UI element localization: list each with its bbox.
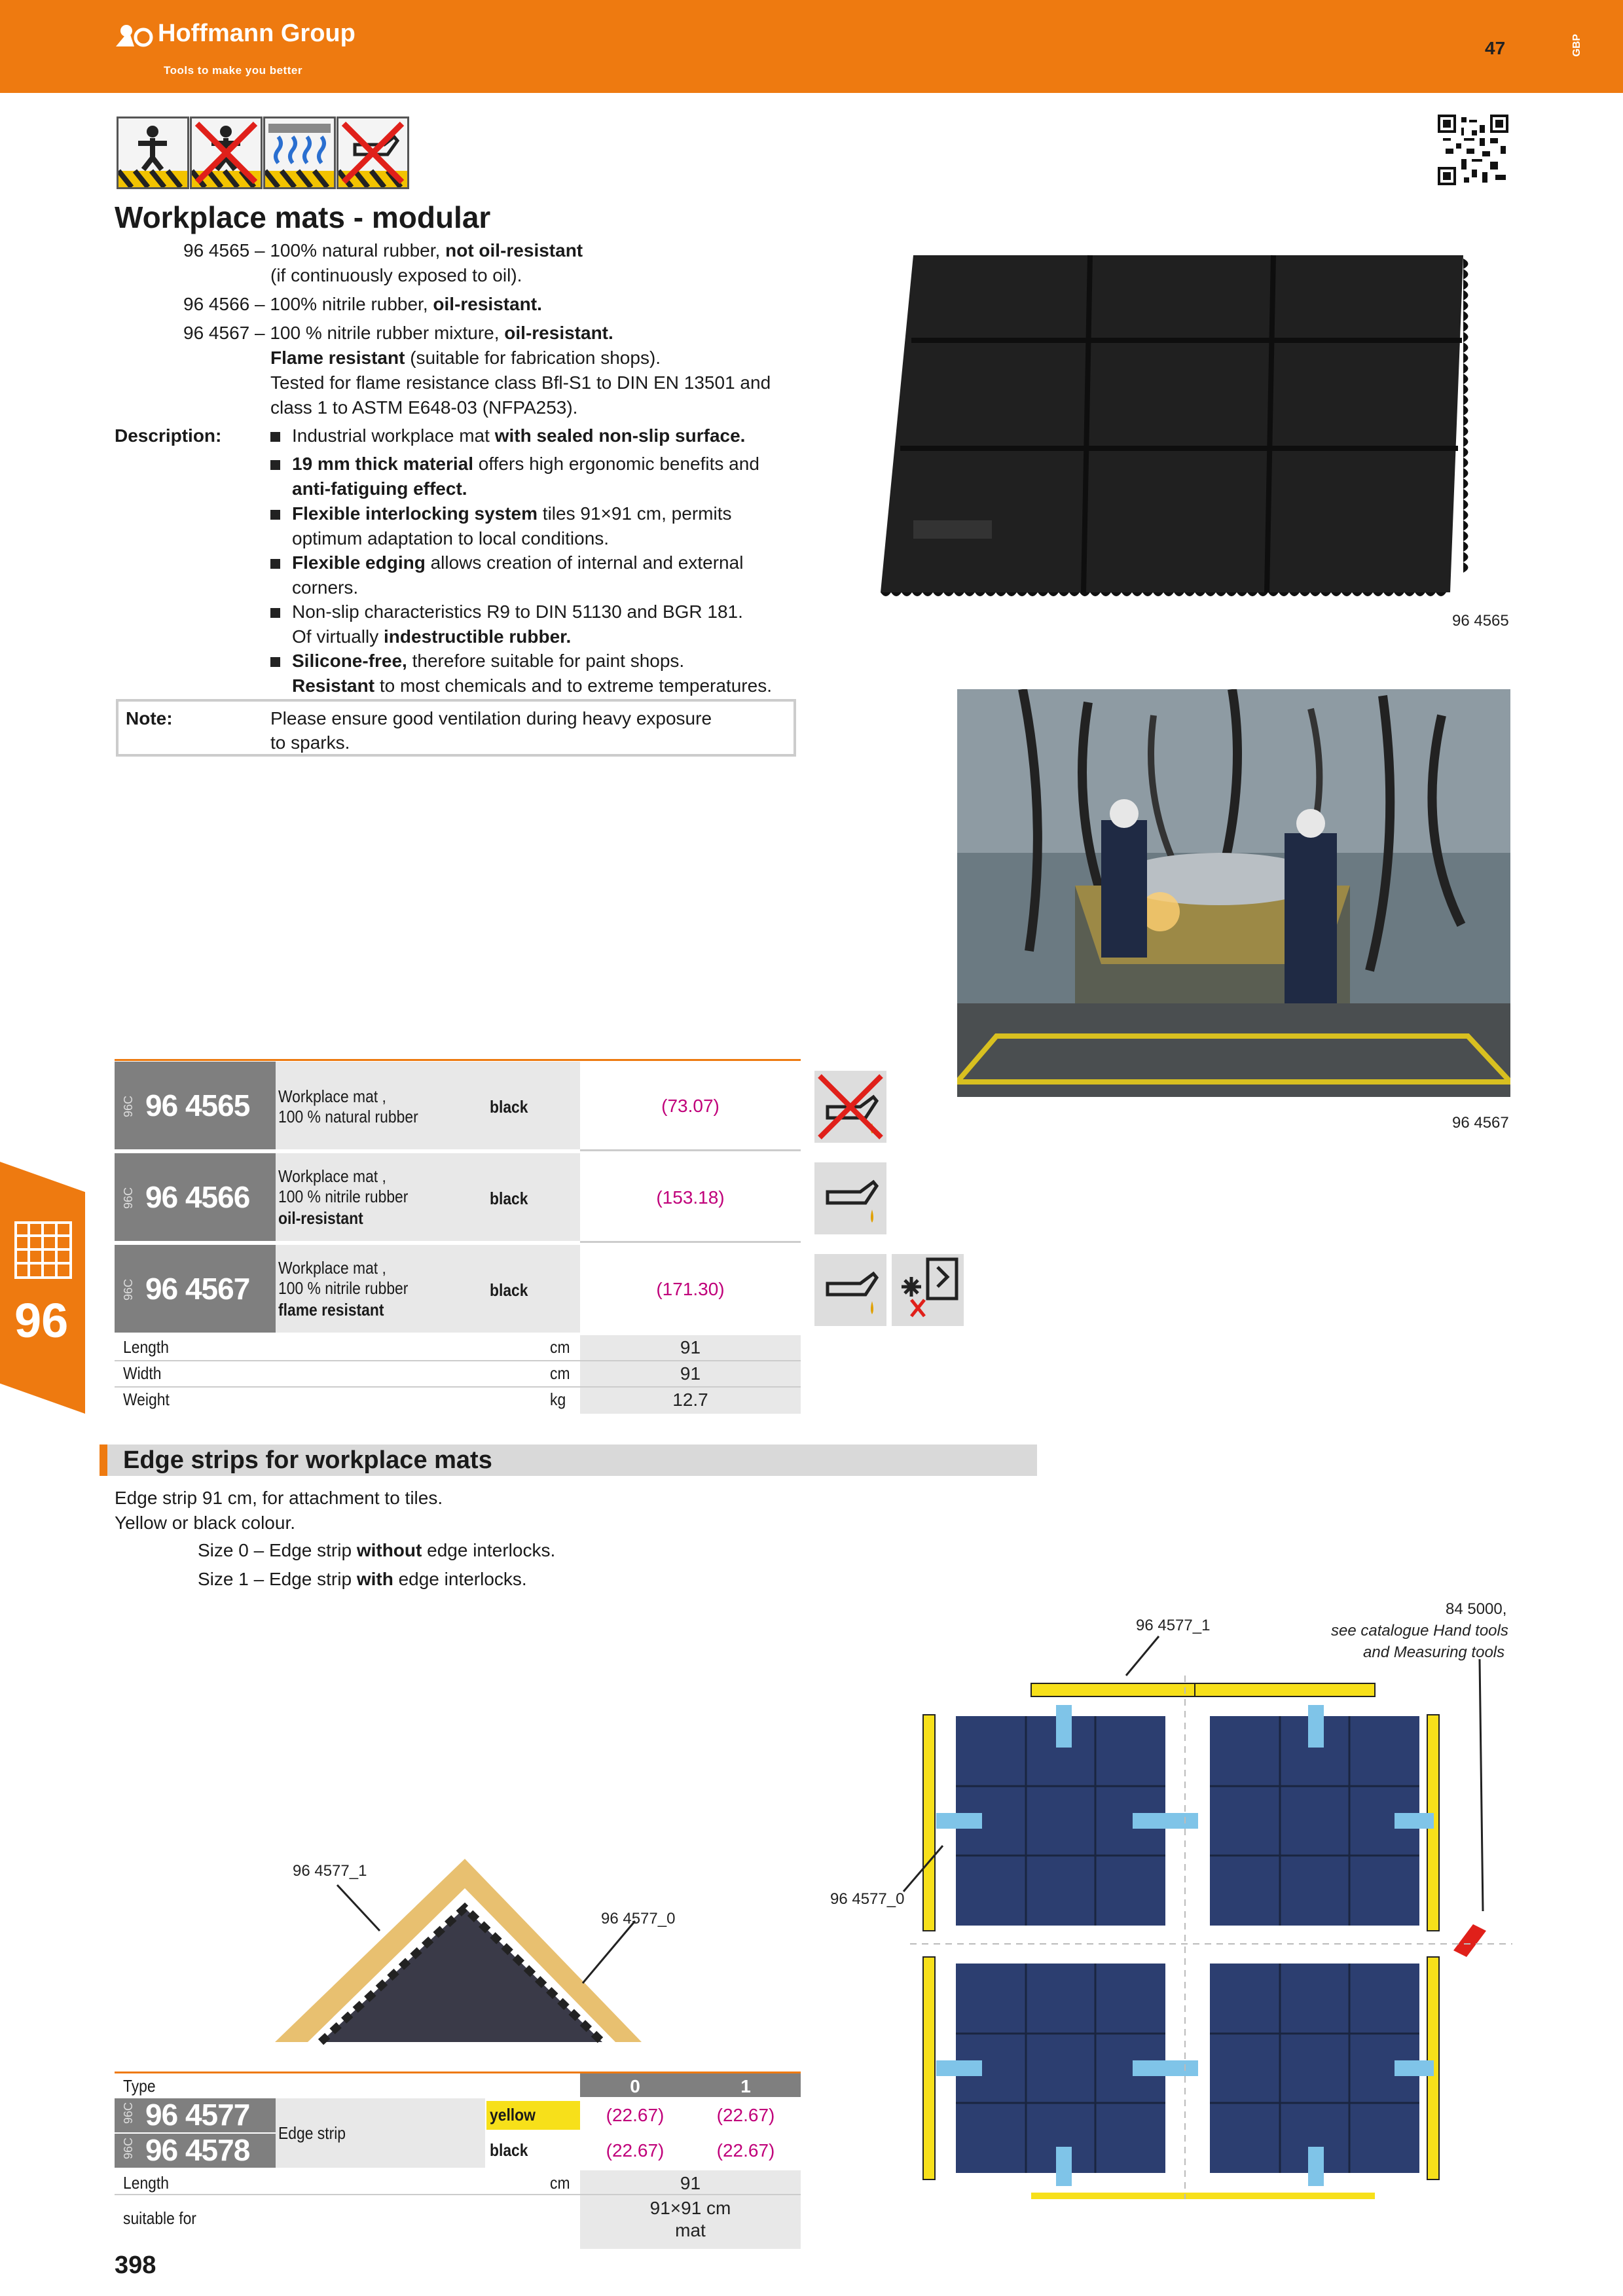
article-prefix: 96C xyxy=(122,2102,136,2125)
bullet-icon xyxy=(270,608,280,618)
note-text-2: to sparks. xyxy=(270,732,350,753)
description-label: Description: xyxy=(115,425,222,446)
article-number[interactable]: 96 4566 xyxy=(145,1180,250,1214)
qr-code-icon[interactable] xyxy=(1438,115,1508,185)
article-number[interactable]: 96 4578 xyxy=(145,2133,250,2167)
variant-code: 96 4566 – xyxy=(183,294,265,314)
item-desc-2: 100 % natural rubber xyxy=(278,1107,418,1126)
no-standing-icon xyxy=(190,117,263,189)
factory-photo-caption: 96 4567 xyxy=(1452,1114,1509,1132)
edge-size-1 xyxy=(198,1567,527,1592)
bullet-text: allows creation of internal and external xyxy=(425,552,744,573)
bullet-text-bold: indestructible rubber. xyxy=(384,626,572,647)
variant-96-4566 xyxy=(183,292,542,317)
brand-logo xyxy=(115,20,356,48)
bullet-text: offers high ergonomic benefits and xyxy=(473,454,759,474)
bullet-2 xyxy=(270,452,759,476)
variant-96-4565 xyxy=(183,238,583,263)
mat-photo-caption: 96 4565 xyxy=(1452,612,1509,630)
non-slip-floor-icon xyxy=(117,117,189,189)
note-text-1: Please ensure good ventilation during heavy exposure xyxy=(270,708,712,728)
spec-divider xyxy=(115,1386,801,1388)
item-desc-2: 100 % nitrile rubber xyxy=(278,1187,409,1206)
bullet-4 xyxy=(270,550,743,575)
spec-value: 91 xyxy=(680,1337,701,1357)
bullet-text-bold: with sealed non-slip surface. xyxy=(494,425,746,446)
bullet-text-bold: Resistant xyxy=(292,675,375,696)
corner-leader-lines xyxy=(327,1878,655,2009)
spec-label: Weight xyxy=(123,1390,170,1409)
page-title: Workplace mats - modular xyxy=(115,200,491,234)
variant-text: 100% nitrile rubber, xyxy=(270,294,433,314)
bullet-text-bold: Flexible edging xyxy=(292,552,426,573)
item-colour: black xyxy=(490,2140,528,2160)
bullet-text-bold: Flexible interlocking system xyxy=(292,503,538,524)
variant-text: 100% natural rubber, xyxy=(270,240,446,260)
oil-resistant-icon xyxy=(814,1162,886,1234)
brand-name: Hoffmann Group xyxy=(158,20,356,47)
spec-divider xyxy=(115,1360,801,1361)
variant-96-4567-astm: class 1 to ASTM E648-03 (NFPA253). xyxy=(270,397,578,418)
bullet-text: therefore suitable for paint shops. xyxy=(407,651,685,671)
table-top-rule xyxy=(115,1059,801,1061)
variant-text-bold: oil-resistant. xyxy=(433,294,542,314)
variant-code: 96 4565 – xyxy=(183,240,265,260)
label-hand-tools: see catalogue Hand tools xyxy=(1331,1622,1508,1640)
bullet-icon xyxy=(270,510,280,520)
label-96-4577-1: 96 4577_1 xyxy=(293,1862,367,1880)
type-col-1: 1 xyxy=(740,2076,751,2096)
price-size-1: (22.67) xyxy=(716,2105,775,2125)
label-96-4577-1: 96 4577_1 xyxy=(1136,1617,1211,1634)
no-oil-icon xyxy=(337,117,409,189)
spec-unit: cm xyxy=(550,1337,570,1357)
suitable-label: suitable for xyxy=(123,2208,196,2228)
language-code: GBP xyxy=(1571,34,1582,57)
bullet-6 xyxy=(270,649,684,673)
size-text: Edge strip xyxy=(268,1569,357,1589)
variant-text-bold: not oil-resistant xyxy=(445,240,583,260)
size-label: Size 1 – xyxy=(198,1569,264,1589)
logo-icon xyxy=(115,22,154,48)
item-price: (73.07) xyxy=(661,1096,720,1116)
size-text: edge interlocks. xyxy=(393,1569,527,1589)
spec-unit: cm xyxy=(550,1363,570,1383)
edge-text-2: Yellow or black colour. xyxy=(115,1513,296,1533)
tagline: Tools to make you better xyxy=(164,64,302,77)
bullet-6-cont xyxy=(292,673,772,698)
spec-value: 12.7 xyxy=(672,1390,708,1410)
item-colour: black xyxy=(490,1097,528,1117)
bullet-text-bold: Silicone-free, xyxy=(292,651,407,671)
article-prefix: 96C xyxy=(122,1187,136,1210)
variant-96-4565-note: (if continuously exposed to oil). xyxy=(270,265,522,285)
price-size-0: (22.67) xyxy=(606,2105,665,2125)
article-number[interactable]: 96 4565 xyxy=(145,1088,250,1122)
bullet-icon xyxy=(270,432,280,442)
item-desc-1: Workplace mat , xyxy=(278,1086,386,1106)
item-desc-3: flame resistant xyxy=(278,1300,384,1319)
item-colour: black xyxy=(490,1189,528,1208)
anti-fatigue-icon xyxy=(263,117,336,189)
spec-label: Length xyxy=(123,1337,169,1357)
edge-text-1: Edge strip 91 cm, for attachment to tiles. xyxy=(115,1488,443,1508)
item-colour: yellow xyxy=(490,2105,536,2125)
article-number[interactable]: 96 4567 xyxy=(145,1272,250,1306)
sparks-resistant-icon xyxy=(892,1254,964,1326)
length-unit: cm xyxy=(550,2173,570,2193)
variant-96-4567-flame xyxy=(270,346,661,370)
bullet-icon xyxy=(270,657,280,667)
price-size-1: (22.67) xyxy=(716,2140,775,2161)
bullet-text: tiles 91×91 cm, permits xyxy=(538,503,732,524)
bullet-text: to most chemicals and to extreme temperatures. xyxy=(374,675,772,696)
bullet-icon xyxy=(270,460,280,470)
label-96-4577-0: 96 4577_0 xyxy=(830,1890,905,1908)
article-prefix: 96C xyxy=(122,1278,136,1301)
spec-divider xyxy=(115,2194,801,2195)
page-number-top: 47 xyxy=(1485,38,1506,58)
spec-label: Width xyxy=(123,1363,162,1383)
item-desc-2: 100 % nitrile rubber xyxy=(278,1278,409,1298)
bullet-3-cont: optimum adaptation to local conditions. xyxy=(292,528,610,548)
factory-photo xyxy=(957,689,1510,1097)
bullet-text: Non-slip characteristics R9 to DIN 51130 and BGR 181. xyxy=(292,601,743,622)
item-desc-3: oil-resistant xyxy=(278,1208,363,1228)
flame-resistant-label: Flame resistant xyxy=(270,348,405,368)
article-prefix: 96C xyxy=(122,2137,136,2160)
bullet-text: Industrial workplace mat xyxy=(292,425,495,446)
size-text-bold: without xyxy=(356,1540,422,1560)
price-size-0: (22.67) xyxy=(606,2140,665,2161)
size-label: Size 0 – xyxy=(198,1540,264,1560)
bullet-5-cont xyxy=(292,624,571,649)
chapter-number: 96 xyxy=(14,1293,69,1348)
article-number[interactable]: 96 4577 xyxy=(145,2098,250,2132)
tiles-grid-icon xyxy=(14,1221,72,1279)
size-text: Edge strip xyxy=(268,1540,357,1560)
section-title: Edge strips for workplace mats xyxy=(123,1446,492,1474)
size-text: edge interlocks. xyxy=(422,1540,556,1560)
spec-value: 91 xyxy=(680,1363,701,1384)
page-number-bottom: 398 xyxy=(115,2251,156,2279)
oil-resistant-icon xyxy=(814,1254,886,1326)
label-measuring-tools: and Measuring tools xyxy=(1363,1643,1505,1661)
item-price: (153.18) xyxy=(656,1187,725,1208)
edge-size-0 xyxy=(198,1538,555,1563)
bullet-text: Of virtually xyxy=(292,626,384,647)
size-text-bold: with xyxy=(356,1569,393,1589)
bullet-3 xyxy=(270,501,731,526)
label-84-5000: 84 5000, xyxy=(1446,1600,1507,1618)
note-label: Note: xyxy=(126,708,173,728)
bullet-icon xyxy=(270,559,280,569)
chapter-tab xyxy=(0,1162,85,1414)
item-colour: black xyxy=(490,1280,528,1300)
item-desc-1: Workplace mat , xyxy=(278,1258,386,1278)
variant-text: 100 % nitrile rubber mixture, xyxy=(270,323,505,343)
variant-96-4567-test: Tested for flame resistance class Bfl-S1 to DIN EN 13501 and xyxy=(270,372,771,393)
item-desc-1: Workplace mat , xyxy=(278,1166,386,1186)
variant-code: 96 4567 – xyxy=(183,323,265,343)
bullet-4-cont: corners. xyxy=(292,577,359,598)
bullet-2-cont: anti-fatiguing effect. xyxy=(292,478,467,499)
length-value: 91 xyxy=(680,2173,701,2193)
type-col-0: 0 xyxy=(630,2076,640,2096)
bullet-1 xyxy=(270,423,745,448)
bullet-text-bold: 19 mm thick material xyxy=(292,454,474,474)
variant-96-4567 xyxy=(183,321,613,346)
flame-resistant-text: (suitable for fabrication shops). xyxy=(405,348,661,368)
edge-strip-desc: Edge strip xyxy=(278,2123,346,2143)
suitable-value-2: mat xyxy=(675,2220,706,2240)
mat-photo xyxy=(874,252,1512,602)
diagram-leader-lines xyxy=(864,1623,1519,1924)
label-96-4577-0: 96 4577_0 xyxy=(601,1910,676,1928)
bullet-5 xyxy=(270,600,743,624)
spec-unit: kg xyxy=(550,1390,566,1409)
variant-text-bold: oil-resistant. xyxy=(504,323,613,343)
length-label: Length xyxy=(123,2173,169,2193)
type-label: Type xyxy=(123,2076,156,2096)
article-prefix: 96C xyxy=(122,1095,136,1118)
no-oil-icon xyxy=(814,1071,886,1143)
item-price: (171.30) xyxy=(656,1279,725,1299)
suitable-value-1: 91×91 cm xyxy=(649,2198,731,2218)
